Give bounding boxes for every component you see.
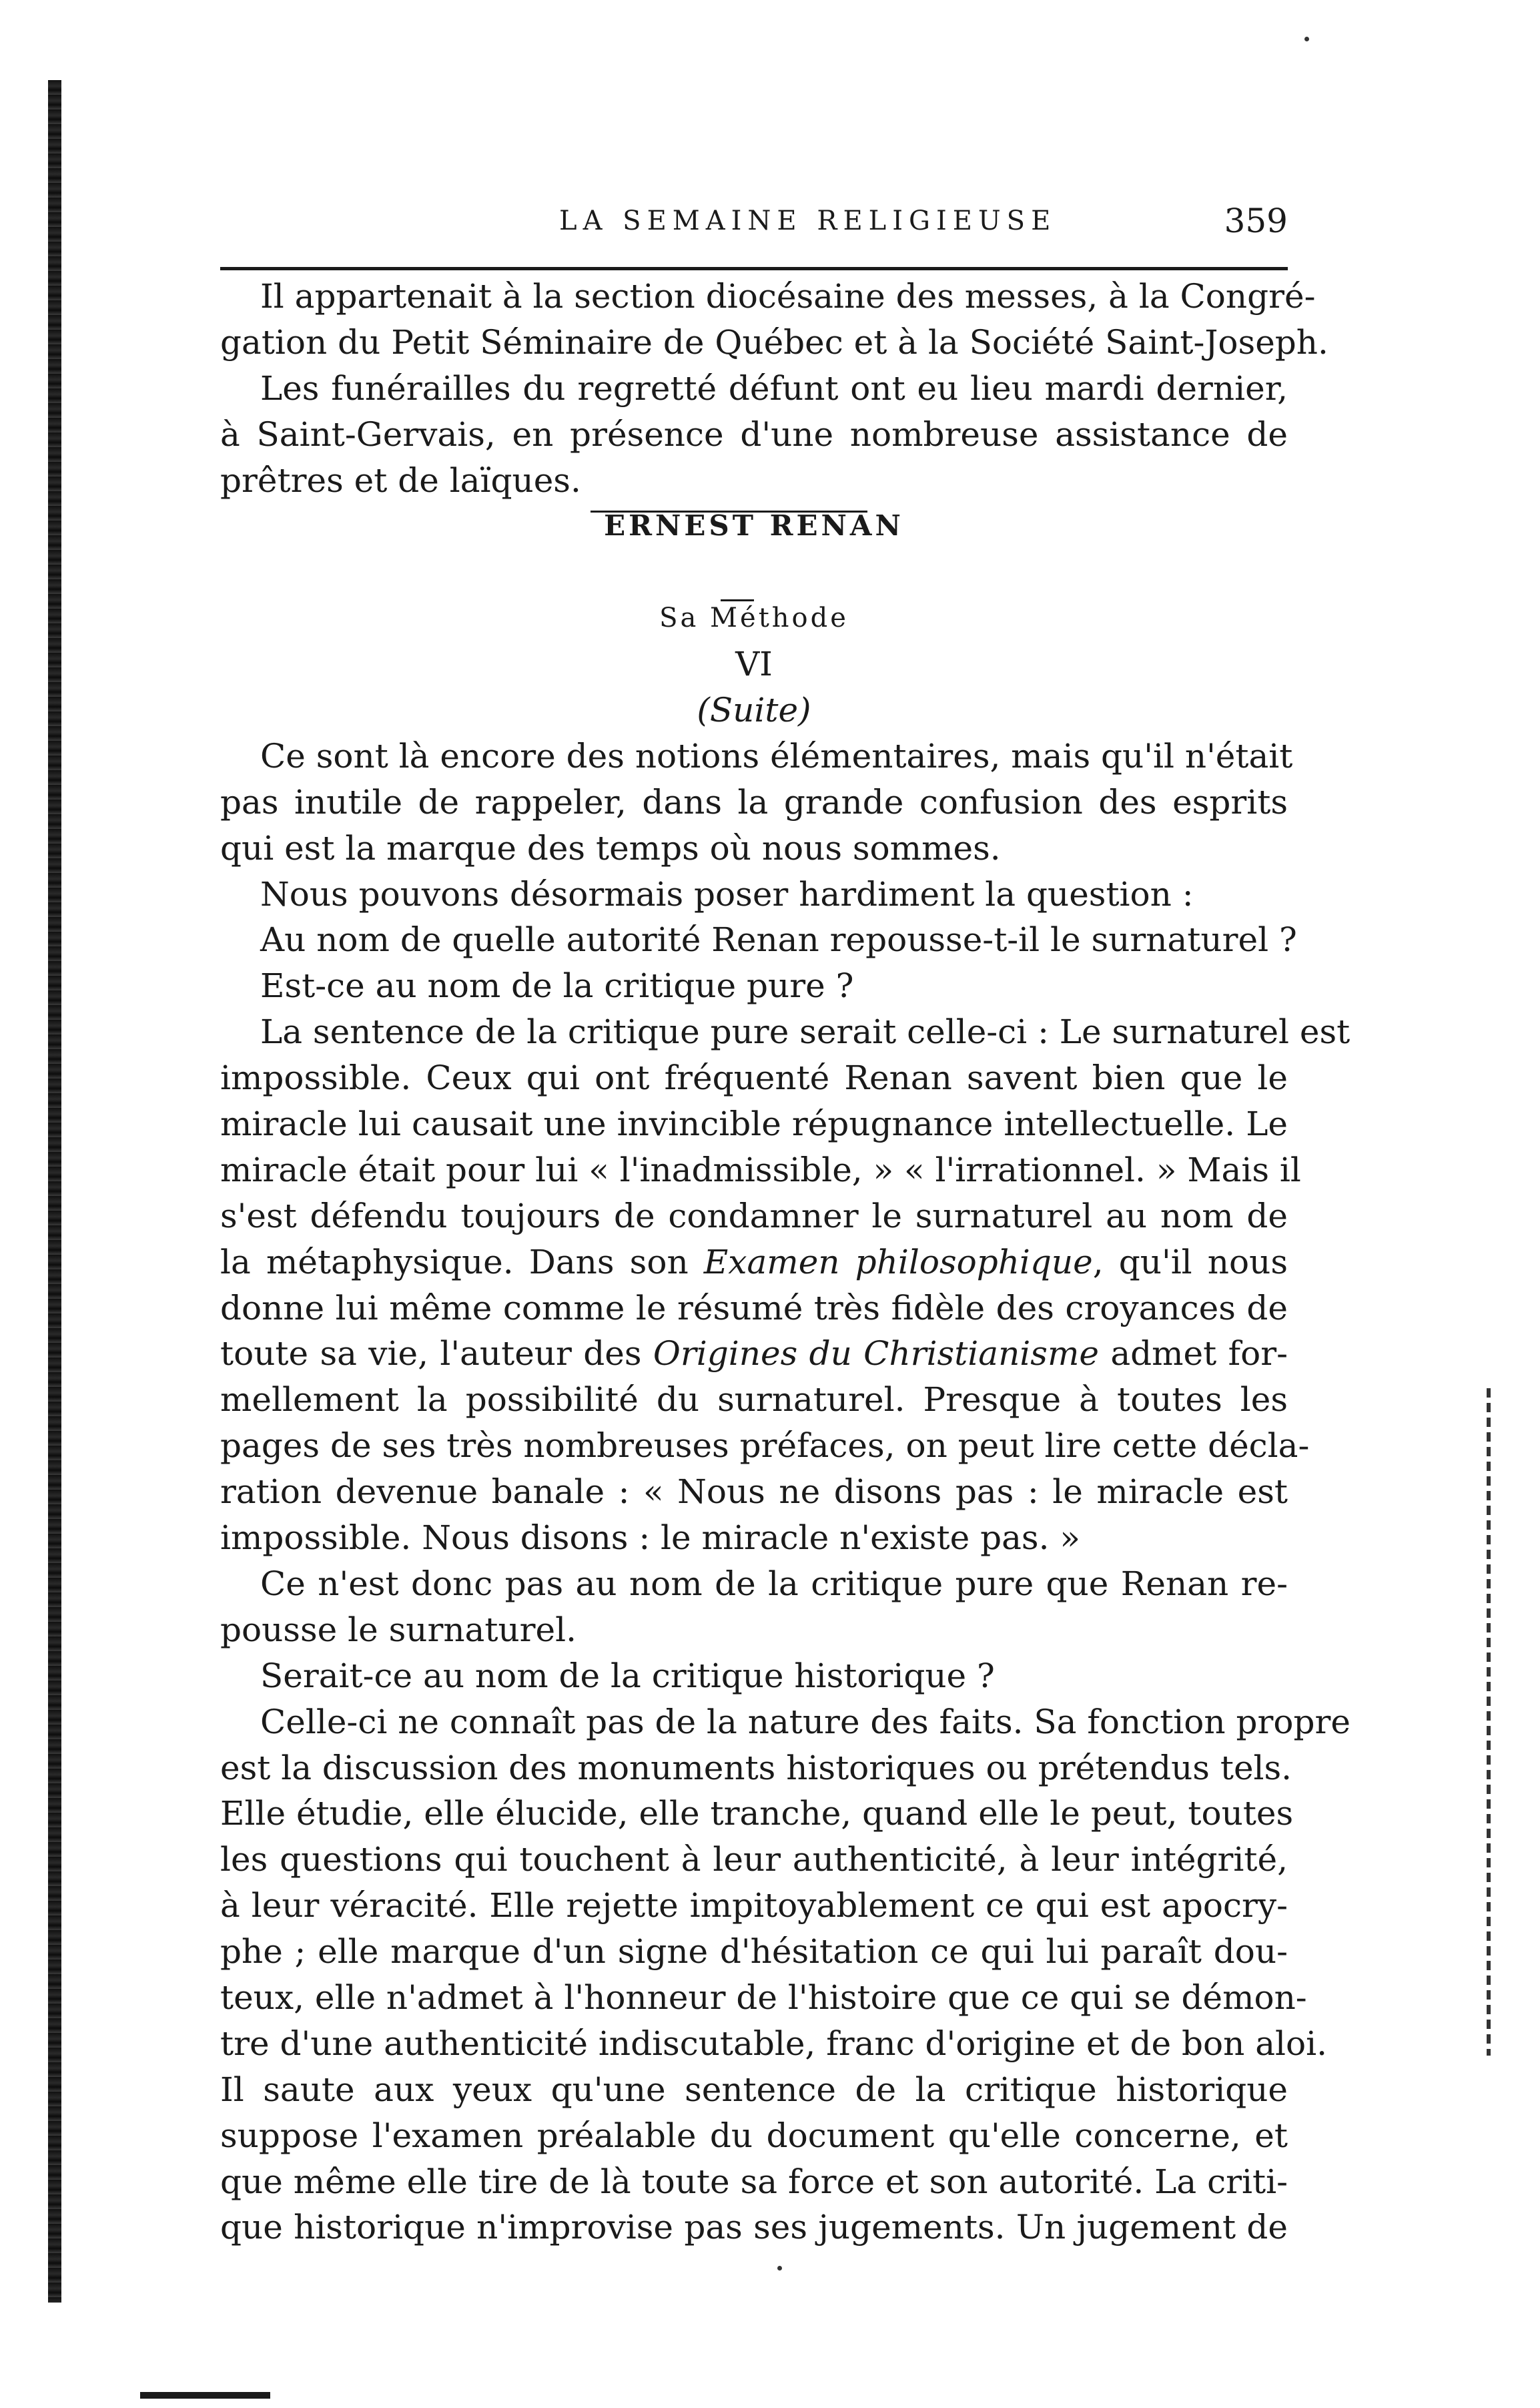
page-number: 359 — [1224, 202, 1288, 240]
text-line: est la discussion des monuments historiques ou prétendus tels. — [220, 1748, 1292, 1787]
italic-title: Examen philosophique — [703, 1242, 1093, 1281]
scan-dot — [777, 2266, 782, 2271]
text-line: impossible. Ceux qui ont fréquenté Renan savent bien que le — [220, 1059, 1288, 1098]
text-line: Il saute aux yeux qu'une sentence de la critique historique — [220, 2070, 1288, 2109]
text-line: miracle était pour lui « l'inadmissible, » « l'irrationnel. » Mais il — [220, 1150, 1301, 1189]
text-line: pousse le surnaturel. — [220, 1610, 577, 1649]
text-line: toute sa vie, l'auteur des Origines du Christianisme admet for- — [220, 1334, 1288, 1374]
article-title: ERNEST RENAN — [604, 509, 904, 543]
text-line: à leur véracité. Elle rejette impitoyablement ce qui est apocry- — [220, 1886, 1288, 1925]
text-line: que même elle tire de là toute sa force et son autorité. La criti- — [220, 2162, 1288, 2201]
text-line: que historique n'improvise pas ses jugements. Un jugement de — [220, 2208, 1288, 2247]
text-line: tre d'une authenticité indiscutable, franc d'origine et de bon aloi. — [220, 2024, 1328, 2063]
header-rule — [220, 267, 1288, 270]
article-body — [220, 274, 1351, 2250]
text-line: Il appartenait à la section diocésaine des messes, à la Congré- — [260, 277, 1316, 316]
text-line: Les funérailles du regretté défunt ont eu lieu mardi dernier, — [260, 368, 1288, 408]
text-line: Au nom de quelle autorité Renan repousse-t-il le surnaturel ? — [260, 920, 1297, 960]
text-line: pages de ses très nombreuses préfaces, on peut lire cette décla- — [220, 1426, 1310, 1466]
text-line: La sentence de la critique pure serait celle-ci : Le surnaturel est — [260, 1012, 1351, 1052]
running-head — [220, 202, 1288, 246]
text-line: ration devenue banale : « Nous ne disons pas : le miracle est — [220, 1472, 1288, 1512]
text-line: Ce sont là encore des notions élémentaires, mais qu'il n'était — [260, 736, 1293, 776]
scan-edge-right — [1487, 1388, 1491, 2056]
text-line: prêtres et de laïques. — [220, 461, 581, 500]
text-line: Est-ce au nom de la critique pure ? — [260, 966, 854, 1006]
text-line: Ce n'est donc pas au nom de la critique pure que Renan re- — [260, 1564, 1288, 1603]
text-line: à Saint-Gervais, en présence d'une nombreuse assistance de — [220, 414, 1288, 454]
article-subtitle: Sa Méthode — [659, 603, 849, 634]
text-line: s'est défendu toujours de condamner le surnaturel au nom de — [220, 1196, 1288, 1235]
scan-bottom-mark — [140, 2392, 270, 2399]
text-line: Serait-ce au nom de la critique historique ? — [260, 1656, 995, 1695]
text-line: teux, elle n'admet à l'honneur de l'histoire que ce qui se démon- — [220, 1978, 1307, 2017]
continued-label: (Suite) — [697, 691, 811, 730]
text-line: Elle étudie, elle élucide, elle tranche, quand elle le peut, toutes — [220, 1794, 1294, 1833]
text-line: gation du Petit Séminaire de Québec et à la Société Saint-Joseph. — [220, 322, 1328, 362]
scan-dot — [1304, 37, 1309, 41]
text-line: miracle lui causait une invincible répugnance intellectuelle. Le — [220, 1105, 1288, 1144]
text-line: suppose l'examen préalable du document qu'elle concerne, et — [220, 2116, 1288, 2155]
text-line: Nous pouvons désormais poser hardiment la question : — [260, 874, 1194, 914]
text-line: phe ; elle marque d'un signe d'hésitation ce qui lui paraît dou- — [220, 1932, 1288, 1972]
text-line: pas inutile de rappeler, dans la grande confusion des esprits — [220, 782, 1288, 822]
scan-edge-left — [48, 80, 61, 2303]
text-line: les questions qui touchent à leur authenticité, à leur intégrité, — [220, 1840, 1288, 1879]
part-number: VI — [735, 645, 773, 684]
text-line: donne lui même comme le résumé très fidèle des croyances de — [220, 1288, 1288, 1327]
text-line: la métaphysique. Dans son Examen philosophique, qu'il nous — [220, 1242, 1288, 1281]
italic-title: Origines du Christianisme — [653, 1334, 1099, 1374]
text-line: Celle-ci ne connaît pas de la nature des faits. Sa fonction propre — [260, 1702, 1351, 1741]
text-line: mellement la possibilité du surnaturel. Presque à toutes les — [220, 1380, 1288, 1420]
running-title: LA SEMAINE RELIGIEUSE — [559, 206, 1057, 236]
text-line: qui est la marque des temps où nous sommes. — [220, 828, 1001, 868]
text-line: impossible. Nous disons : le miracle n'existe pas. » — [220, 1518, 1080, 1558]
